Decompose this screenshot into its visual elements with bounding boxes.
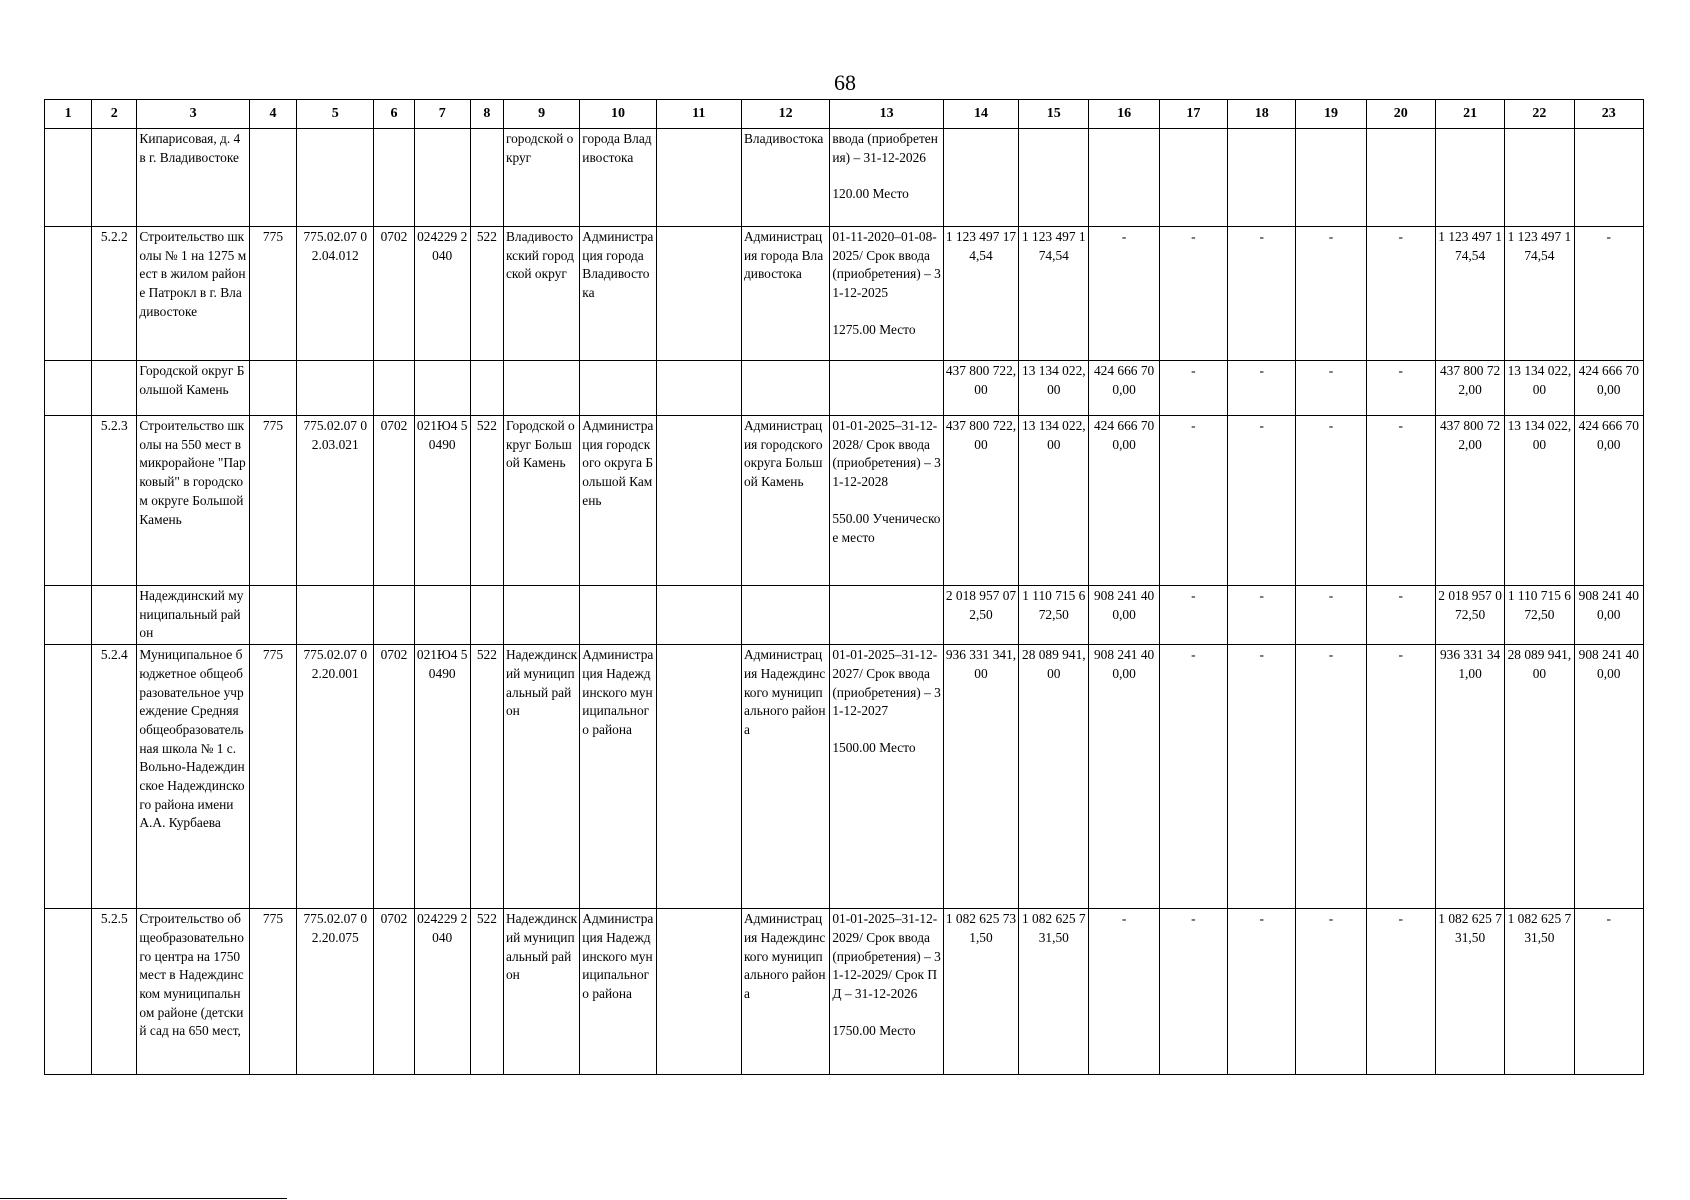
amount-cell: - (1366, 909, 1435, 1075)
object-name: Строительство школы на 550 мест в микрорайоне "Парковый" в городском округе Большой Камень (137, 416, 249, 586)
object-name: Надеждинский муниципальный район (137, 586, 249, 645)
investment-table (44, 99, 1644, 1075)
amount-cell: - (1159, 416, 1227, 586)
column-header: 4 (249, 100, 296, 129)
table-cell: 0702 (374, 416, 414, 586)
municipality-cell: Надеждинский муниципальный район (503, 909, 579, 1075)
table-cell: 775.02.07 02.20.001 (297, 645, 374, 909)
table-cell: 522 (470, 645, 503, 909)
schedule-dates: ввода (приобретения) – 31-12-2026 (832, 131, 938, 165)
table-cell: 024229 2040 (414, 227, 470, 361)
schedule-cell (830, 129, 943, 227)
amount-cell (943, 129, 1018, 227)
amount-cell: 437 800 722,00 (1435, 361, 1504, 416)
amount-cell: - (1574, 227, 1643, 361)
table-cell: 024229 2040 (414, 909, 470, 1075)
capacity: 1750.00 Место (832, 1022, 916, 1038)
table-cell: 775.02.07 02.04.012 (297, 227, 374, 361)
table-cell: 522 (470, 416, 503, 586)
table-row (45, 361, 1644, 416)
schedule-dates: 01-01-2025–31-12-2029/ Срок ввода (приобретения) – 31-12-2029/ Срок ПД – 31-12-2026 (832, 911, 941, 1001)
amount-cell (1574, 129, 1643, 227)
table-cell (45, 909, 92, 1075)
amount-cell: 1 123 497 174,54 (943, 227, 1018, 361)
amount-cell: 1 082 625 731,50 (943, 909, 1018, 1075)
table-cell (656, 227, 741, 361)
amount-cell: 13 134 022,00 (1505, 361, 1574, 416)
schedule-dates: 01-11-2020–01-08-2025/ Срок ввода (приобретения) – 31-12-2025 (832, 229, 941, 301)
amount-cell: - (1296, 227, 1366, 361)
municipality-cell (503, 361, 579, 416)
amount-cell: - (1159, 361, 1227, 416)
capacity: 120.00 Место (832, 186, 909, 202)
table-cell (45, 361, 92, 416)
table-cell (470, 361, 503, 416)
amount-cell: 437 800 722,00 (1435, 416, 1504, 586)
column-header: 15 (1019, 100, 1089, 129)
table-cell: 522 (470, 227, 503, 361)
schedule-cell (830, 586, 943, 645)
column-header: 12 (741, 100, 829, 129)
object-name: Строительство общеобразовательного центра на 1750 мест в Надеждинском муниципальном районе (детский сад на 650 мест, (137, 909, 249, 1075)
column-header: 8 (470, 100, 503, 129)
amount-cell: - (1228, 586, 1296, 645)
amount-cell: 936 331 341,00 (943, 645, 1018, 909)
table-cell (45, 227, 92, 361)
schedule-cell (830, 645, 943, 909)
developer-cell: Администрация города Владивостока (741, 227, 829, 361)
column-header: 3 (137, 100, 249, 129)
table-cell (45, 129, 92, 227)
capacity: 550.00 Ученическое место (832, 510, 941, 545)
amount-cell: 13 134 022,00 (1019, 416, 1089, 586)
table-row (45, 586, 1644, 645)
table-cell: 775 (249, 909, 296, 1075)
amount-cell: - (1574, 909, 1643, 1075)
amount-cell (1505, 129, 1574, 227)
column-header: 10 (580, 100, 656, 129)
table-cell (374, 129, 414, 227)
column-number-header (45, 100, 1644, 129)
amount-cell (1366, 129, 1435, 227)
amount-cell: - (1159, 909, 1227, 1075)
column-header: 9 (503, 100, 579, 129)
amount-cell (1159, 129, 1227, 227)
column-header: 6 (374, 100, 414, 129)
column-header: 7 (414, 100, 470, 129)
table-row (45, 416, 1644, 586)
table-cell: 021Ю4 50490 (414, 416, 470, 586)
amount-cell: 1 123 497 174,54 (1019, 227, 1089, 361)
amount-cell: 2 018 957 072,50 (1435, 586, 1504, 645)
schedule-cell (830, 361, 943, 416)
schedule-cell (830, 416, 943, 586)
customer-cell (580, 586, 656, 645)
amount-cell: 2 018 957 072,50 (943, 586, 1018, 645)
amount-cell (1296, 129, 1366, 227)
amount-cell: - (1366, 416, 1435, 586)
amount-cell (1089, 129, 1159, 227)
amount-cell: - (1296, 586, 1366, 645)
amount-cell: - (1366, 361, 1435, 416)
table-cell (297, 586, 374, 645)
developer-cell: Администрация городского округа Большой Камень (741, 416, 829, 586)
table-cell: 0702 (374, 645, 414, 909)
table-cell: 021Ю4 50490 (414, 645, 470, 909)
customer-cell: Администрация Надеждинского муниципального района (580, 909, 656, 1075)
column-header: 18 (1228, 100, 1296, 129)
developer-cell: Администрация Надеждинского муниципального района (741, 909, 829, 1075)
object-name: Городской округ Большой Камень (137, 361, 249, 416)
column-header: 14 (943, 100, 1018, 129)
item-number: 5.2.2 (92, 227, 137, 361)
amount-cell: 424 666 700,00 (1089, 361, 1159, 416)
table-cell (656, 586, 741, 645)
amount-cell: 424 666 700,00 (1574, 361, 1643, 416)
column-header: 22 (1505, 100, 1574, 129)
amount-cell: - (1296, 416, 1366, 586)
table-row (45, 909, 1644, 1075)
amount-cell: 13 134 022,00 (1019, 361, 1089, 416)
amount-cell (1019, 129, 1089, 227)
amount-cell: - (1228, 361, 1296, 416)
amount-cell: 424 666 700,00 (1089, 416, 1159, 586)
amount-cell: - (1366, 227, 1435, 361)
table-cell (249, 129, 296, 227)
column-header: 17 (1159, 100, 1227, 129)
table-cell (656, 416, 741, 586)
table-cell: 775 (249, 645, 296, 909)
municipality-cell (503, 586, 579, 645)
column-header: 2 (92, 100, 137, 129)
amount-cell: - (1296, 645, 1366, 909)
amount-cell (1435, 129, 1504, 227)
table-cell (414, 361, 470, 416)
municipality-cell: Надеждинский муниципальный район (503, 645, 579, 909)
schedule-dates: 01-01-2025–31-12-2027/ Срок ввода (приобретения) – 31-12-2027 (832, 647, 941, 719)
schedule-dates: 01-01-2025–31-12-2028/ Срок ввода (приобретения) – 31-12-2028 (832, 418, 941, 490)
item-number (92, 586, 137, 645)
column-header: 20 (1366, 100, 1435, 129)
schedule-cell (830, 227, 943, 361)
amount-cell: 28 089 941,00 (1019, 645, 1089, 909)
municipality-cell: Городской округ Большой Камень (503, 416, 579, 586)
table-cell (656, 129, 741, 227)
municipality-cell: городской округ (503, 129, 579, 227)
amount-cell: - (1228, 227, 1296, 361)
amount-cell: 936 331 341,00 (1435, 645, 1504, 909)
table-cell (249, 361, 296, 416)
column-header: 5 (297, 100, 374, 129)
customer-cell: Администрация Надеждинского муниципального района (580, 645, 656, 909)
table-cell (249, 586, 296, 645)
amount-cell: 1 082 625 731,50 (1435, 909, 1504, 1075)
amount-cell: - (1089, 227, 1159, 361)
customer-cell: города Владивостока (580, 129, 656, 227)
table-cell (297, 361, 374, 416)
customer-cell (580, 361, 656, 416)
page-number: 68 (834, 70, 856, 95)
item-number: 5.2.3 (92, 416, 137, 586)
amount-cell: - (1228, 909, 1296, 1075)
column-header: 21 (1435, 100, 1504, 129)
column-header: 23 (1574, 100, 1643, 129)
table-cell: 775.02.07 02.20.075 (297, 909, 374, 1075)
table-cell: 775.02.07 02.03.021 (297, 416, 374, 586)
table-cell (656, 645, 741, 909)
amount-cell: 437 800 722,00 (943, 416, 1018, 586)
table-cell (414, 586, 470, 645)
table-cell (414, 129, 470, 227)
amount-cell: 1 123 497 174,54 (1435, 227, 1504, 361)
table-cell (374, 361, 414, 416)
amount-cell: 908 241 400,00 (1089, 586, 1159, 645)
amount-cell: 13 134 022,00 (1505, 416, 1574, 586)
table-cell (45, 416, 92, 586)
developer-cell (741, 361, 829, 416)
table-cell (374, 586, 414, 645)
column-header: 13 (830, 100, 943, 129)
amount-cell: 437 800 722,00 (943, 361, 1018, 416)
developer-cell (741, 586, 829, 645)
amount-cell: - (1366, 645, 1435, 909)
table-cell: 775 (249, 416, 296, 586)
developer-cell: Администрация Надеждинского муниципального района (741, 645, 829, 909)
amount-cell: - (1159, 227, 1227, 361)
amount-cell: 908 241 400,00 (1574, 645, 1643, 909)
amount-cell: 1 110 715 672,50 (1505, 586, 1574, 645)
amount-cell: - (1228, 645, 1296, 909)
customer-cell: Администрация города Владивостока (580, 227, 656, 361)
developer-cell: Владивостока (741, 129, 829, 227)
amount-cell: - (1159, 586, 1227, 645)
amount-cell: - (1366, 586, 1435, 645)
table-row (45, 645, 1644, 909)
table-row (45, 227, 1644, 361)
amount-cell (1228, 129, 1296, 227)
table-cell (45, 586, 92, 645)
amount-cell: 1 082 625 731,50 (1019, 909, 1089, 1075)
amount-cell: - (1296, 909, 1366, 1075)
item-number: 5.2.4 (92, 645, 137, 909)
amount-cell: - (1159, 645, 1227, 909)
amount-cell: 1 123 497 174,54 (1505, 227, 1574, 361)
amount-cell: - (1296, 361, 1366, 416)
capacity: 1500.00 Место (832, 739, 916, 755)
amount-cell: 908 241 400,00 (1089, 645, 1159, 909)
item-number (92, 361, 137, 416)
table-cell (656, 909, 741, 1075)
amount-cell: 1 110 715 672,50 (1019, 586, 1089, 645)
amount-cell: - (1089, 909, 1159, 1075)
customer-cell: Администрация городского округа Большой Камень (580, 416, 656, 586)
table-cell (470, 586, 503, 645)
amount-cell: 1 082 625 731,50 (1505, 909, 1574, 1075)
column-header: 19 (1296, 100, 1366, 129)
capacity: 1275.00 Место (832, 321, 916, 337)
municipality-cell: Владивостокский городской округ (503, 227, 579, 361)
column-header: 1 (45, 100, 92, 129)
table-cell: 775 (249, 227, 296, 361)
amount-cell: - (1228, 416, 1296, 586)
object-name: Кипарисовая, д. 4 в г. Владивостоке (137, 129, 249, 227)
table-cell (45, 645, 92, 909)
table-cell (470, 129, 503, 227)
amount-cell: 424 666 700,00 (1574, 416, 1643, 586)
table-row (45, 129, 1644, 227)
column-header: 11 (656, 100, 741, 129)
table-cell: 522 (470, 909, 503, 1075)
table-cell: 0702 (374, 909, 414, 1075)
table-cell (297, 129, 374, 227)
table-cell (656, 361, 741, 416)
table-cell: 0702 (374, 227, 414, 361)
object-name: Строительство школы № 1 на 1275 мест в жилом районе Патрокл в г. Владивостоке (137, 227, 249, 361)
amount-cell: 28 089 941,00 (1505, 645, 1574, 909)
object-name: Муниципальное бюджетное общеобразовательное учреждение Средняя общеобразовательная школа № 1 с. Вольно-Надеждинское Надеждинского района имени А.А. Курбаева (137, 645, 249, 909)
item-number (92, 129, 137, 227)
schedule-cell (830, 909, 943, 1075)
footnote-separator (0, 1198, 287, 1199)
item-number: 5.2.5 (92, 909, 137, 1075)
column-header: 16 (1089, 100, 1159, 129)
amount-cell: 908 241 400,00 (1574, 586, 1643, 645)
